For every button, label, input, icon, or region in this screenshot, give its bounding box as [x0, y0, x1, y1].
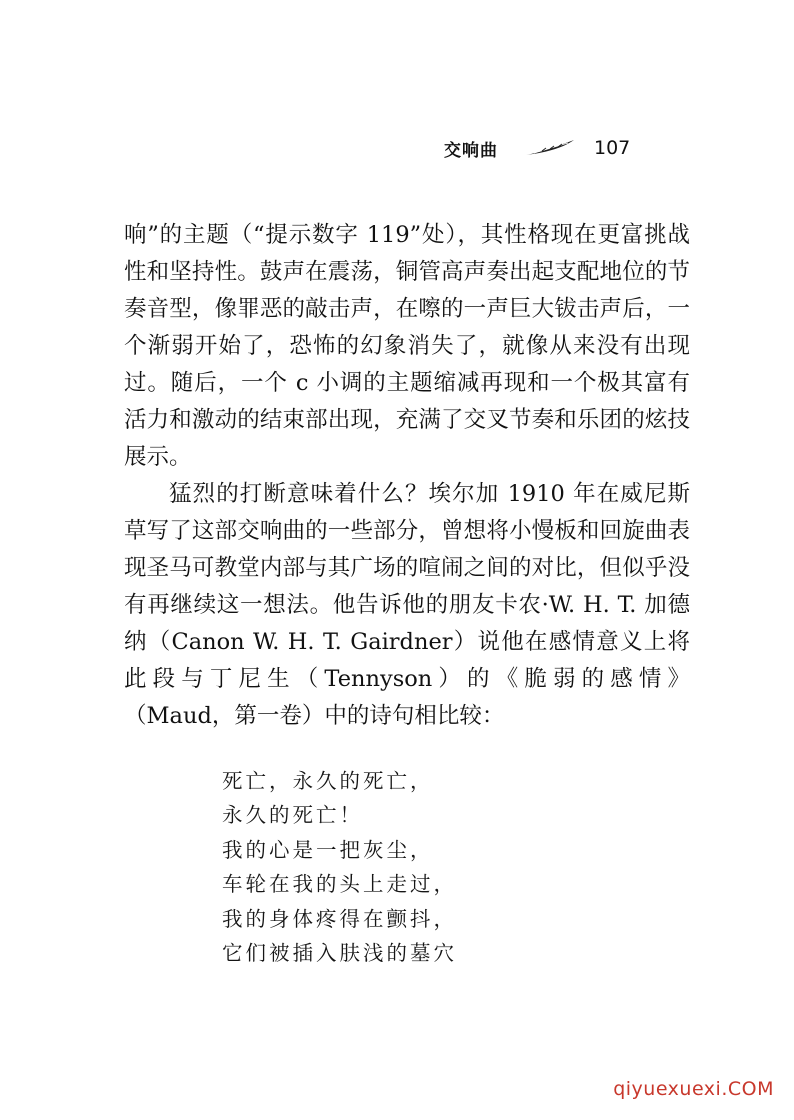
site-watermark — [613, 1078, 774, 1100]
poem-quote — [222, 764, 582, 970]
poem-line: 车轮在我的头上走过， — [222, 872, 457, 897]
body-text — [124, 217, 690, 735]
poem-line: 我的身体疼得在颤抖， — [222, 906, 457, 931]
paragraph-2: 猛烈的打断意味着什么？埃尔加 1910 年在威尼斯草写了这部交响曲的一些部分，曾想将小慢板和回旋曲表现圣马可教堂内部与其广场的喧闹之间的对比，但似乎没有再继续这一想法。他告诉他的朋友卡农·W. H. T. 加德纳（Canon W. H. T. Gairdner）说他在感情意义上将此段与丁尼生（Tennyson）的《脆弱的感情》（Maud，第一卷）中的诗句相比较： — [124, 481, 690, 729]
poem-line: 死亡，永久的死亡， — [222, 769, 434, 793]
paragraph-1: 响”的主题（“提示数字 119”处），其性格现在更富挑战性和坚持性。鼓声在震荡，铜管高声奏出起支配地位的节奏音型，像罪恶的敲击声，在嚓的一声巨大钹击声后，一个渐弱开始了，恐怖的幻象消失了，就像从来没有出现过。随后，一个 c 小调的主题缩减再现和一个极其富有活力和激动的结束部出现，充满了交叉节奏和乐团的炫技展示。 — [124, 222, 690, 470]
poem-line: 它们被插入肤浅的墓穴 — [222, 941, 457, 966]
poem-line: 我的心是一把灰尘， — [222, 837, 434, 862]
watermark-text: qiyuexuexi.COM — [613, 1078, 774, 1100]
running-head — [444, 133, 684, 163]
running-head-title: 交响曲 — [444, 140, 498, 161]
quill-ornament-icon — [524, 138, 576, 158]
poem-line: 永久的死亡！ — [222, 803, 363, 828]
page-number: 107 — [594, 137, 631, 159]
